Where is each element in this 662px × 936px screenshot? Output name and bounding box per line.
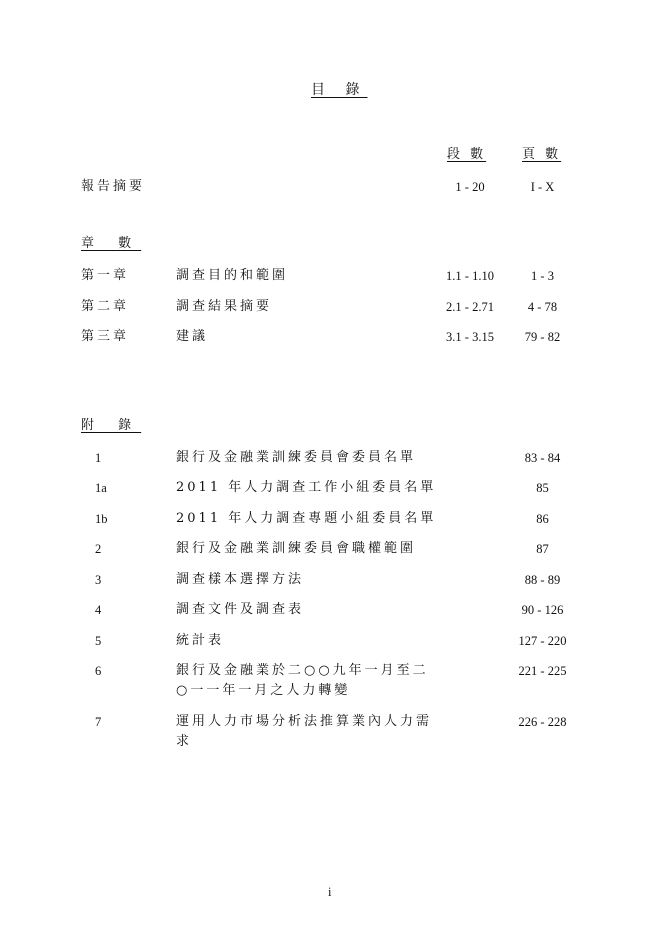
appendix-pages: 87 bbox=[536, 542, 549, 556]
appendices-heading: 附 錄 bbox=[81, 418, 142, 433]
appendix-title: 銀行及金融業於二○○九年一月至二○一一年一月之人力轉變 bbox=[176, 663, 429, 698]
chapter-paragraphs: 1.1 - 1.10 bbox=[446, 269, 494, 283]
chapter-pages: 1 - 3 bbox=[531, 269, 554, 283]
appendix-number: 4 bbox=[95, 603, 102, 617]
chapter-paragraphs: 2.1 - 2.71 bbox=[446, 300, 494, 314]
chapter-number: 第一章 bbox=[81, 268, 130, 283]
appendix-number: 1a bbox=[95, 481, 107, 495]
appendix-title: 運用人力市場分析法推算業內人力需求 bbox=[176, 714, 433, 749]
page-number: i bbox=[328, 885, 332, 899]
appendix-title: 調查文件及調查表 bbox=[176, 602, 305, 617]
appendix-pages: 85 bbox=[536, 481, 549, 495]
appendix-number: 3 bbox=[95, 573, 102, 587]
chapter-title: 調查結果摘要 bbox=[176, 299, 273, 314]
appendix-number: 7 bbox=[95, 715, 102, 729]
appendix-title: 2011 年人力調查專題小組委員名單 bbox=[176, 511, 437, 526]
appendix-pages: 83 - 84 bbox=[524, 451, 561, 465]
appendix-title: 銀行及金融業訓練委員會職權範圍 bbox=[176, 541, 417, 556]
appendix-number: 5 bbox=[95, 634, 102, 648]
chapters-heading: 章 數 bbox=[81, 236, 142, 251]
chapter-number: 第三章 bbox=[81, 329, 130, 344]
appendix-number: 1 bbox=[95, 451, 102, 465]
appendix-pages: 90 - 126 bbox=[521, 603, 564, 617]
appendix-pages: 221 - 225 bbox=[518, 664, 567, 678]
appendix-number: 1b bbox=[95, 512, 108, 526]
chapter-paragraphs: 3.1 - 3.15 bbox=[446, 330, 494, 344]
summary-paragraphs: 1 - 20 bbox=[455, 180, 485, 194]
chapter-number: 第二章 bbox=[81, 299, 130, 314]
appendix-number: 6 bbox=[95, 664, 102, 678]
appendix-number: 2 bbox=[95, 542, 102, 556]
summary-pages: I - X bbox=[530, 180, 555, 194]
chapter-title: 調查目的和範圍 bbox=[176, 268, 289, 283]
appendix-title: 調查樣本選擇方法 bbox=[176, 572, 305, 587]
chapter-pages: 79 - 82 bbox=[524, 330, 561, 344]
chapter-title: 建議 bbox=[176, 329, 209, 344]
appendix-pages: 88 - 89 bbox=[524, 573, 561, 587]
appendix-title: 統計表 bbox=[176, 633, 225, 648]
appendix-pages: 226 - 228 bbox=[518, 715, 567, 729]
appendix-title: 銀行及金融業訓練委員會委員名單 bbox=[176, 450, 417, 465]
pages-column-header: 頁 數 bbox=[522, 147, 562, 162]
appendix-pages: 86 bbox=[536, 512, 549, 526]
paragraphs-column-header: 段 數 bbox=[447, 147, 487, 162]
chapter-pages: 4 - 78 bbox=[527, 300, 558, 314]
summary-label: 報告摘要 bbox=[81, 179, 146, 194]
appendix-title: 2011 年人力調查工作小組委員名單 bbox=[176, 480, 437, 495]
appendix-pages: 127 - 220 bbox=[518, 634, 567, 648]
page-title: 目 錄 bbox=[311, 82, 368, 98]
